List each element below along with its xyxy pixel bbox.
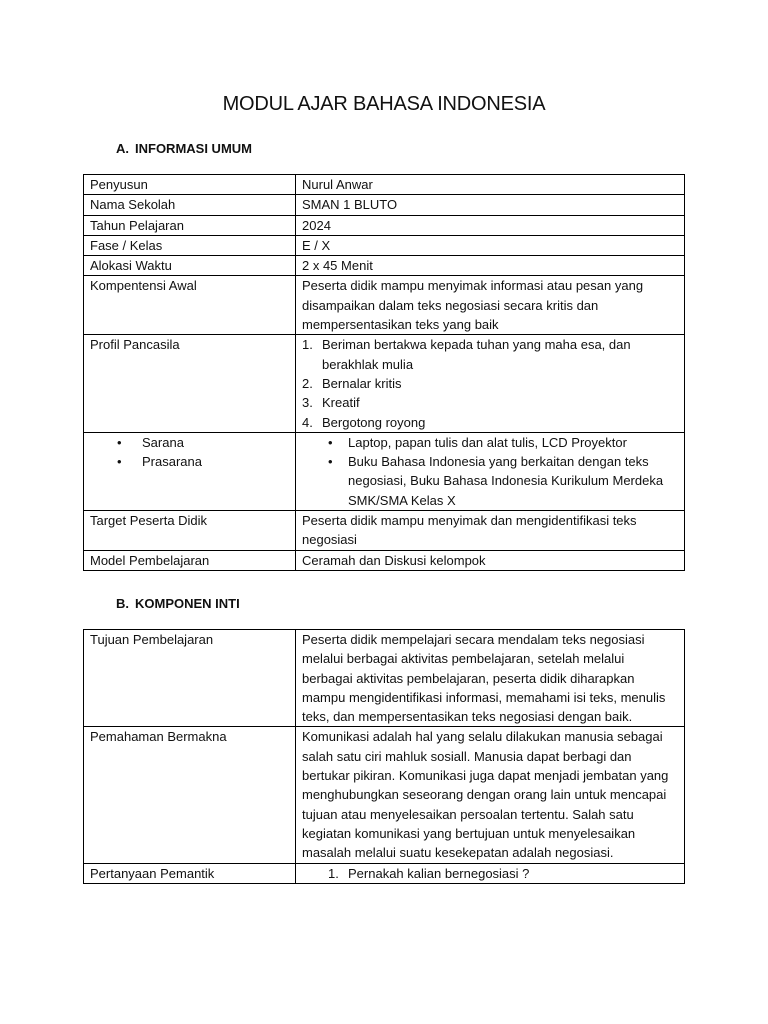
row-value	[296, 335, 685, 432]
row-value: Peserta didik mampu menyimak dan mengidentifikasi teks negosiasi	[296, 511, 685, 551]
list-number: 2.	[302, 375, 313, 391]
list-text: Pernakah kalian bernegosiasi ?	[348, 865, 530, 881]
row-label: Tahun Pelajaran	[84, 215, 296, 235]
bullet-icon: •	[328, 434, 333, 450]
table-row	[84, 195, 685, 215]
table-row	[84, 175, 685, 195]
list-item	[302, 374, 678, 393]
row-value: Peserta didik mempelajari secara mendalam teks negosiasi melalui berbagai aktivitas pembelajaran, setelah melalui berbagai aktivitas pembelajaran, peserta didik diharapkan mampu mengidentifikasi informasi, memahami isi teks, menulis teks, dan mempersentasikan teks negosiasi dengan baik.	[296, 630, 685, 727]
list-text: Kreatif	[322, 395, 360, 411]
bullet-icon: •	[117, 454, 122, 470]
list-item	[90, 433, 289, 452]
section-b-title: KOMPONEN INTI	[135, 596, 240, 611]
row-value: Nurul Anwar	[296, 175, 685, 195]
list-item	[302, 433, 678, 452]
row-label: Alokasi Waktu	[84, 256, 296, 276]
table-row	[84, 215, 685, 235]
table-row	[84, 235, 685, 255]
list-item	[90, 452, 289, 471]
page-title: MODUL AJAR BAHASA INDONESIA	[222, 93, 546, 115]
list-number: 4.	[302, 414, 313, 430]
table-row-sarana	[84, 432, 685, 510]
row-value: 2 x 45 Menit	[296, 256, 685, 276]
row-value: SMAN 1 BLUTO	[296, 195, 685, 215]
bullet-icon: •	[328, 454, 333, 470]
row-label: Profil Pancasila	[84, 335, 296, 432]
row-label: Pertanyaan Pemantik	[84, 863, 296, 883]
row-value: E / X	[296, 235, 685, 255]
list-number: 3.	[302, 395, 313, 411]
table-row	[84, 276, 685, 335]
row-value: Peserta didik mampu menyimak informasi atau pesan yang disampaikan dalam teks negosiasi secara kritis dan mempersentasikan teks yang baik	[296, 276, 685, 335]
pertanyaan-list	[302, 864, 678, 883]
list-text: Sarana	[142, 434, 184, 450]
informasi-umum-table	[83, 174, 685, 571]
row-label: Nama Sekolah	[84, 195, 296, 215]
row-label: Fase / Kelas	[84, 235, 296, 255]
table-row-pertanyaan	[84, 863, 685, 883]
list-text: Prasarana	[142, 454, 202, 470]
section-a-heading	[116, 141, 252, 156]
table-row	[84, 256, 685, 276]
list-text: Bergotong royong	[322, 414, 426, 430]
sarana-list	[302, 433, 678, 510]
list-item	[302, 413, 678, 432]
row-label: Pemahaman Bermakna	[84, 727, 296, 863]
row-label: Penyusun	[84, 175, 296, 195]
row-value: 2024	[296, 215, 685, 235]
list-text: Buku Bahasa Indonesia yang berkaitan dengan teks negosiasi, Buku Bahasa Indonesia Kurikulum Merdeka SMK/SMA Kelas X	[348, 454, 664, 508]
row-label: Tujuan Pembelajaran	[84, 630, 296, 727]
row-value	[296, 432, 685, 510]
section-b-letter: B.	[116, 596, 129, 611]
row-value	[296, 863, 685, 883]
bullet-icon: •	[117, 434, 122, 450]
list-item	[302, 452, 678, 510]
list-text: Laptop, papan tulis dan alat tulis, LCD Proyektor	[348, 434, 627, 450]
row-value: Ceramah dan Diskusi kelompok	[296, 550, 685, 570]
row-label	[84, 432, 296, 510]
list-text: Beriman bertakwa kepada tuhan yang maha esa, dan berakhlak mulia	[322, 337, 631, 372]
section-a-letter: A.	[116, 141, 129, 156]
table-row	[84, 550, 685, 570]
row-label: Model Pembelajaran	[84, 550, 296, 570]
row-label: Target Peserta Didik	[84, 511, 296, 551]
list-item	[302, 864, 678, 883]
komponen-inti-table	[83, 629, 685, 884]
section-b-heading	[116, 596, 240, 611]
row-value: Komunikasi adalah hal yang selalu dilakukan manusia sebagai salah satu ciri mahluk sosiall. Manusia dapat berbagi dan bertukar pikiran. Komunikasi juga dapat menjadi jembatan yang menghubungkan seseorang dengan orang lain untuk mencapai tujuan atau menyelesaikan persoalan tertentu. Salah satu kegiatan komunikasi yang bertujuan untuk menyelesaikan masalah melalui suatu kesekepatan adalah negosiasi.	[296, 727, 685, 863]
sarana-label-list	[90, 433, 289, 472]
table-row	[84, 630, 685, 727]
list-number: 1.	[328, 865, 339, 881]
list-item	[302, 335, 678, 374]
row-label: Kompentensi Awal	[84, 276, 296, 335]
table-row	[84, 511, 685, 551]
list-text: Bernalar kritis	[322, 375, 402, 391]
list-number: 1.	[302, 337, 313, 353]
table-row-profil	[84, 335, 685, 432]
list-item	[302, 393, 678, 412]
section-a-title: INFORMASI UMUM	[135, 141, 252, 156]
table-row	[84, 727, 685, 863]
profil-list	[302, 335, 678, 431]
